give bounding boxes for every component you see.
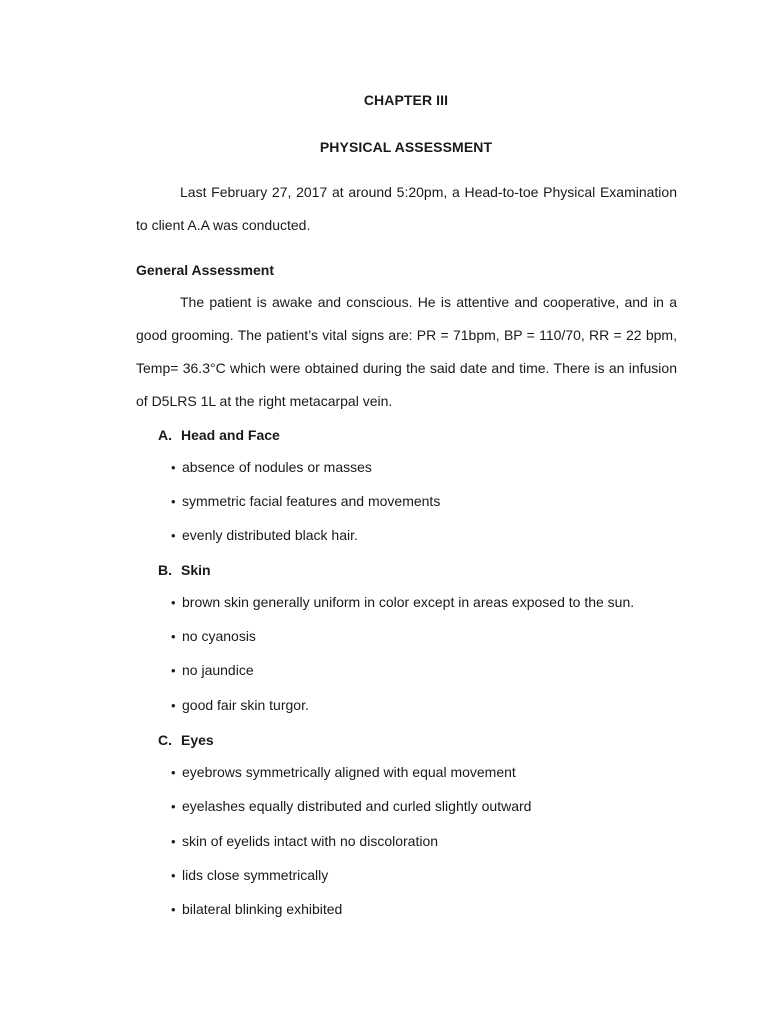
section-heading-eyes (158, 732, 214, 748)
list-item-text: lids close symmetrically (182, 867, 329, 883)
section-heading-head-and-face (158, 427, 280, 443)
bullet-icon: • (171, 868, 176, 883)
list-item (171, 764, 516, 780)
list-item (171, 459, 372, 475)
list-item-text: absence of nodules or masses (182, 459, 372, 475)
bullet-icon: • (171, 494, 176, 509)
section-title: Head and Face (181, 427, 280, 443)
list-item (171, 628, 256, 644)
bullet-icon: • (171, 629, 176, 644)
list-item-text: no cyanosis (182, 628, 256, 644)
list-item-text: eyelashes equally distributed and curled slightly outward (182, 798, 532, 814)
list-item-text: evenly distributed black hair. (182, 527, 358, 543)
bullet-icon: • (171, 765, 176, 780)
list-item-text: bilateral blinking exhibited (182, 901, 343, 917)
bullet-icon: • (171, 528, 176, 543)
page-title: PHYSICAL ASSESSMENT (319, 139, 493, 155)
list-item-text: brown skin generally uniform in color except in areas exposed to the sun. (182, 594, 635, 610)
list-item (171, 798, 531, 814)
general-assessment-heading: General Assessment (136, 262, 274, 278)
section-title: Eyes (181, 732, 214, 748)
list-item (171, 901, 342, 917)
bullet-icon: • (171, 902, 176, 917)
list-item (171, 867, 328, 883)
list-item (171, 697, 309, 713)
general-assessment-paragraph: The patient is awake and conscious. He is attentive and cooperative, and in a good grooming. The patient’s vital signs are: PR = 71bpm, BP = 110/70, RR = 22 bpm, Temp= 36.3°C which were obtained during the said date and time. There is an infusion of D5LRS 1L at the right metacarpal vein. (136, 294, 677, 409)
section-title: Skin (181, 562, 211, 578)
bullet-icon: • (171, 834, 176, 849)
intro-paragraph: Last February 27, 2017 at around 5:20pm, a Head-to-toe Physical Examination to client A.A was conducted. (136, 184, 677, 233)
bullet-icon: • (171, 799, 176, 814)
list-item (171, 594, 634, 610)
bullet-icon: • (171, 663, 176, 678)
list-item-text: no jaundice (182, 662, 254, 678)
bullet-icon: • (171, 595, 176, 610)
list-item (171, 662, 254, 678)
bullet-icon: • (171, 698, 176, 713)
list-item (171, 527, 358, 543)
section-letter: A. (158, 427, 172, 443)
list-item (171, 493, 440, 509)
list-item-text: eyebrows symmetrically aligned with equal movement (182, 764, 516, 780)
bullet-icon: • (171, 460, 176, 475)
section-letter: B. (158, 562, 172, 578)
list-item-text: good fair skin turgor. (182, 697, 309, 713)
section-heading-skin (158, 562, 211, 578)
section-letter: C. (158, 732, 172, 748)
list-item-text: symmetric facial features and movements (182, 493, 441, 509)
list-item (171, 833, 438, 849)
list-item-text: skin of eyelids intact with no discoloration (182, 833, 439, 849)
chapter-title: CHAPTER III (363, 92, 449, 108)
